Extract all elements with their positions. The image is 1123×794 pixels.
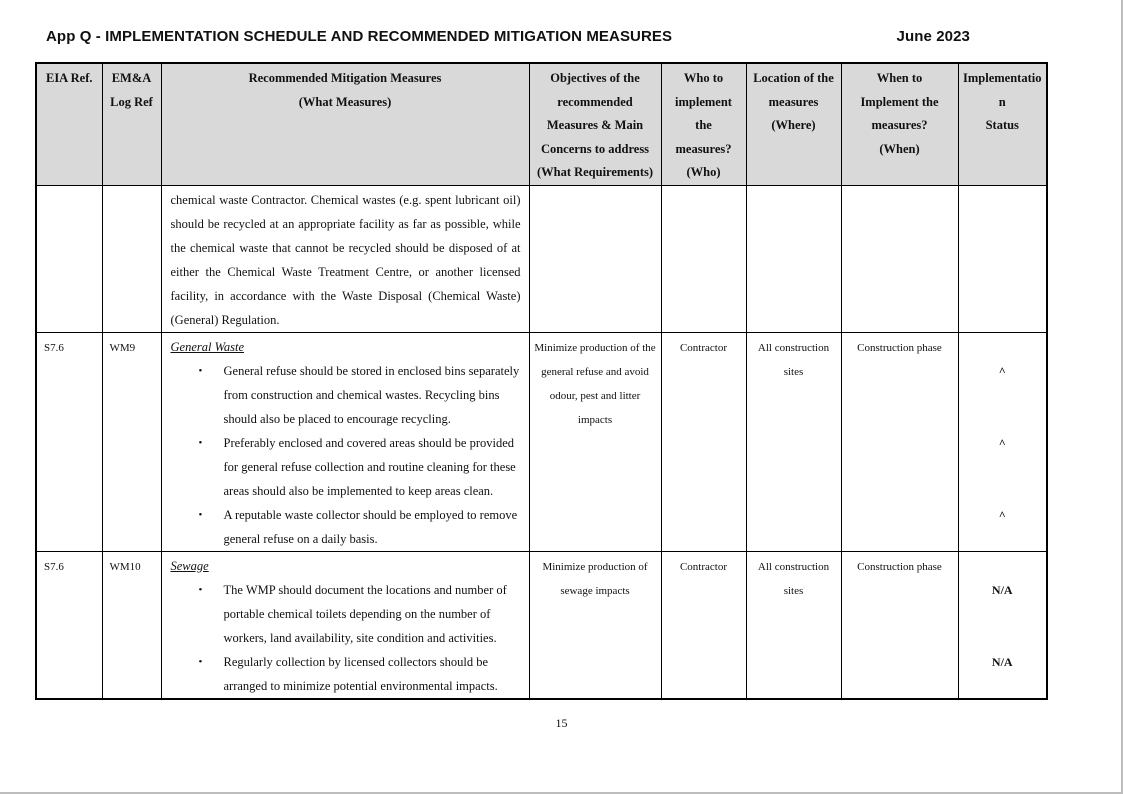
who-cell <box>661 185 746 332</box>
table-row <box>36 551 1047 699</box>
objectives-cell <box>529 185 661 332</box>
header-line: EM&A <box>111 71 152 85</box>
measure-bullet-item <box>171 650 521 698</box>
measure-bullet-item <box>171 578 521 650</box>
bullet-marker-icon: • <box>198 583 203 596</box>
header-line: Implementatio <box>963 71 1042 85</box>
status-mark: ^ <box>998 363 1006 378</box>
header-line: the <box>695 118 712 132</box>
measure-bullet-text: Regularly collection by licensed collectors should be arranged to minimize potential environmental impacts. <box>223 654 498 693</box>
header-line: When to <box>876 71 923 85</box>
who-cell: Contractor <box>661 332 746 551</box>
where-cell <box>746 185 841 332</box>
log-ref-cell: WM9 <box>102 332 161 551</box>
objectives-cell: Minimize production of sewage impacts <box>529 551 661 699</box>
who-cell: Contractor <box>661 551 746 699</box>
bullet-marker-icon: • <box>198 508 203 521</box>
table-header-cell-measures <box>161 63 529 185</box>
when-cell: Construction phase <box>841 551 958 699</box>
log-ref-cell: WM10 <box>102 551 161 699</box>
measure-bullet-text: Preferably enclosed and covered areas should be provided for general refuse collection and routine cleaning for these areas should also be implemented to keep areas clean. <box>223 435 516 498</box>
header-line: (What Requirements) <box>536 165 654 179</box>
implementation-schedule-table <box>35 62 1048 700</box>
measure-bullet-text: The WMP should document the locations and number of portable chemical toilets depending on the number of workers, land availability, site condition and activities. <box>223 582 507 645</box>
log-ref-cell <box>102 185 161 332</box>
header-line: Concerns to address <box>540 141 650 156</box>
measure-heading: Sewage <box>170 558 209 573</box>
measure-paragraph: chemical waste Contractor. Chemical wastes (e.g. spent lubricant oil) should be recycled at an appropriate facility as far as possible, while the chemical waste that cannot be recycled should be disposed of at either the Chemical Waste Treatment Centre, or another licensed facility, in accordance with the Waste Disposal (Chemical Waste) (General) Regulation. <box>170 192 521 327</box>
bullet-marker-icon: • <box>198 655 203 668</box>
header-line: (Where) <box>771 118 816 132</box>
header-line: n <box>998 94 1006 109</box>
status-mark: ^ <box>998 435 1006 450</box>
header-line: Objectives of the <box>550 71 640 85</box>
measures-cell <box>161 185 529 332</box>
header-line: measures <box>768 94 819 109</box>
header-line: measures? <box>871 118 928 132</box>
measures-cell <box>161 332 529 551</box>
header-date: June 2023 <box>896 28 970 45</box>
when-cell <box>841 185 958 332</box>
table-header-cell-eia-ref <box>36 63 102 185</box>
measure-heading: General Waste <box>170 339 244 354</box>
header-line: Implement the <box>860 94 939 109</box>
implementation-status-cell <box>958 332 1047 551</box>
eia-ref-cell: S7.6 <box>36 551 102 699</box>
table-header-cell-objectives <box>529 63 661 185</box>
table-row <box>36 185 1047 332</box>
header-line: implement <box>675 94 732 109</box>
header-line: Recommended Mitigation Measures <box>248 71 442 85</box>
table-header-cell-when <box>841 63 958 185</box>
status-mark: ^ <box>998 507 1006 522</box>
table-header-cell-who <box>661 63 746 185</box>
page-number: 15 <box>555 716 568 730</box>
header-line: (Who) <box>686 165 721 179</box>
table-header-cell-ema-log-ref <box>102 63 161 185</box>
eia-ref-cell: S7.6 <box>36 332 102 551</box>
table-header-row <box>36 63 1047 185</box>
header-line: Log Ref <box>110 94 153 109</box>
implementation-status-cell <box>958 551 1047 699</box>
where-cell: All construction sites <box>746 332 841 551</box>
header-line: Measures & Main <box>546 118 644 132</box>
header-line: measures? <box>675 141 732 156</box>
header-line: EIA Ref. <box>45 71 93 85</box>
header-line: Location of the <box>753 71 834 85</box>
header-line: (When) <box>879 141 920 156</box>
status-mark: N/A <box>991 654 1013 669</box>
table-header-cell-where <box>746 63 841 185</box>
bullet-marker-icon: • <box>198 436 203 449</box>
page-title: App Q - IMPLEMENTATION SCHEDULE AND RECOMMENDED MITIGATION MEASURES <box>46 28 673 45</box>
header-line: Status <box>985 118 1019 132</box>
implementation-status-cell <box>958 185 1047 332</box>
header-line: Who to <box>683 71 724 85</box>
measures-cell <box>161 551 529 699</box>
table-row <box>36 332 1047 551</box>
status-mark: N/A <box>991 582 1013 597</box>
measure-bullet-text: General refuse should be stored in enclosed bins separately from construction and chemical wastes. Recycling bins should also be placed to encourage recycling. <box>223 363 520 426</box>
measure-bullet-item <box>171 503 521 551</box>
objectives-cell: Minimize production of the general refuse and avoid odour, pest and litter impacts <box>529 332 661 551</box>
bullet-marker-icon: • <box>198 364 203 377</box>
when-cell: Construction phase <box>841 332 958 551</box>
header-line: (What Measures) <box>298 94 392 109</box>
measure-bullet-item <box>171 359 521 431</box>
measure-bullet-text: A reputable waste collector should be employed to remove general refuse on a daily basis. <box>223 507 518 546</box>
where-cell: All construction sites <box>746 551 841 699</box>
table-header-cell-status <box>958 63 1047 185</box>
measure-bullet-item <box>171 431 521 503</box>
header-line: recommended <box>557 94 633 109</box>
eia-ref-cell <box>36 185 102 332</box>
table-body <box>36 185 1047 699</box>
document-header <box>46 28 970 45</box>
